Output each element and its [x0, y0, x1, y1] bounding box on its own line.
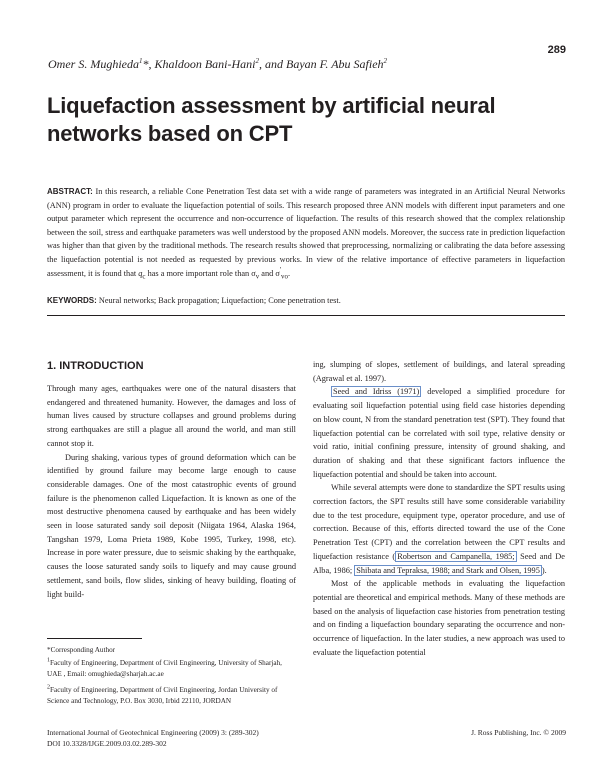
abstract	[47, 185, 565, 280]
citation-link[interactable]: Shibata and Tepraksa, 1988; and Stark and Olsen, 1995	[356, 565, 540, 575]
footnote-text: Faculty of Engineering, Department of Civil Engineering, Jordan University of Science and Technology, P.O. Box 3030, Irbid 22110, JORDAN	[47, 686, 278, 705]
paragraph: ing, slumping of slopes, settlement of buildings, and lateral spreading (Agrawal et al. 1997).	[313, 360, 565, 383]
author-2-affiliation: 2	[255, 57, 259, 65]
symbol-q: q	[138, 268, 143, 278]
citation-link[interactable]: Seed and Idriss (1971)	[333, 387, 420, 397]
author-1: Omer S. Mughieda	[48, 57, 139, 71]
symbol-sigma-prime: '	[279, 266, 282, 274]
keywords-label: KEYWORDS:	[47, 296, 97, 305]
author-separator: ,	[148, 57, 155, 71]
abstract-mid: has a more important role than σ	[145, 268, 256, 278]
doi: DOI 10.3328/IJGE.2009.03.02.289-302	[47, 739, 167, 748]
paragraph	[313, 385, 565, 481]
abstract-and: and σ	[259, 268, 280, 278]
symbol-q-sub: c	[142, 273, 146, 281]
paragraph-text: Seed and De Alba, 1986;	[313, 551, 565, 575]
symbol-sigma-sub: v	[255, 273, 260, 281]
paragraph: During shaking, various types of ground deformation which can be identified by ground failure may become large enough to cause considerable damages. One of the most catastrophic events of ground failure is the phenomenon called Liquefaction. It is known as one of the most destructive phenomena caused by earthquake and has been widely seen in loose saturated sandy soil deposit (Niigata 1964, Alaska 1964, Tangshan 1979, Loma Prieta 1989, Kobe 1995, Turkey, 1998, etc). Increase in pore water pressure, due to seismic shaking by the earthquake, causes the loose saturated sandy soils to liquefy and may cause ground settlement, sand boils, flow slides, sinking of heavy building, floating of light build-	[47, 452, 296, 599]
paper-title: Liquefaction assessment by artificial neural networks based on CPT	[47, 93, 496, 146]
journal-citation: International Journal of Geotechnical Engineering (2009) 3: (289-302)	[47, 728, 259, 737]
paragraph: Through many ages, earthquakes were one of the natural disasters that endangered and threatened humanity. However, the damages and loss of human lives caused by structure collapses and ground problems during strong earthquakes are still a plague all around the world, and man still cannot stop it.	[47, 384, 296, 448]
paragraph: Most of the applicable methods in evaluating the liquefaction potential are theoretical and empirical methods. Many of these methods are based on the analysis of liquefaction case histories from penetration testing and on finding a liquefaction boundary separating the occurrence and non-occurrence of liquefaction. In the later studies, a new approach was used to evaluate the liquefaction potential	[313, 579, 565, 657]
footnote-text: Faculty of Engineering, Department of Civil Engineering, University of Sharjah, UAE , Email: omughieda@sharjah.ac.ae	[47, 659, 282, 678]
author-2: Khaldoon Bani-Hani	[154, 57, 256, 71]
footnote-marker: 2	[47, 684, 50, 691]
paragraph	[313, 481, 565, 577]
author-1-affiliation: 1	[138, 57, 143, 65]
footer-citation	[47, 727, 259, 749]
keywords-text: Neural networks; Back propagation; Liquefaction; Cone penetration test.	[98, 296, 341, 305]
section-heading: 1. INTRODUCTION	[47, 360, 144, 372]
footnote-affiliation-1	[47, 658, 297, 680]
footnote-affiliation-2	[47, 685, 297, 707]
footnote-corresponding: *Corresponding Author	[47, 646, 116, 654]
paragraph-text: While several attempts were done to standardize the SPT results using correction factors, the SPT results still have some considerable variability due to the test procedure, equipment type, operator procedure, and use of correction. Because of this, efforts directed toward the use of the Cone Penetration Test (CPT) and the correlation between the CPT results and liquefaction resistance (	[313, 483, 565, 561]
column-right	[313, 358, 565, 659]
author-list	[48, 57, 568, 72]
publisher: J. Ross Publishing, Inc. © 2009	[471, 728, 566, 737]
author-3-affiliation: 2	[383, 57, 388, 65]
abstract-end: .	[287, 268, 291, 278]
column-left	[47, 358, 296, 601]
paragraph-text: developed a simplified procedure for evaluating soil liquefaction potential using field case histories depending on blow count, N from the standard penetration test (SPT). They found that liquefaction potential can be correlated with soil type, relative density or void ratio, initial confining pressure, intensity of ground shaking, and duration of shaking and that these significant factors influence the liquefaction potential and should be taken into account.	[313, 387, 565, 479]
keywords	[47, 294, 565, 307]
paragraph-text: ).	[541, 565, 547, 575]
citation-link[interactable]: Robertson and Campanella, 1985;	[397, 551, 515, 561]
divider	[47, 315, 565, 316]
symbol-sigma-vo: vo	[281, 273, 288, 281]
footnote-marker: 1	[47, 657, 50, 664]
abstract-text: In this research, a reliable Cone Penetration Test data set with a wide range of parameters was integrated in an Artificial Neural Networks (ANN) program in order to evaluate the liquefaction potential of soils. This research proposed three ANN models with different input parameters and one output parameter which represent the occurrence and non-occurrence of liquefaction. The results of this research showed that the complex relationship between the soil, stress and earthquake parameters was well understood by the proposed ANN models. Moreover, the success rate in prediction liquefaction was higher than that given by the traditional methods. The research results showed that preprocessing, normalizing or calibrating the data before assessing the liquefaction potential is not needed as requested by previous works. In view of the relative importance of effective parameters in liquefaction assessment, it is found that	[47, 187, 565, 278]
abstract-label: ABSTRACT:	[47, 187, 93, 196]
page-number: 289	[547, 44, 566, 56]
author-separator: , and	[258, 57, 286, 71]
footnote-divider	[47, 638, 142, 639]
author-3: Bayan F. Abu Safieh	[285, 57, 384, 71]
corresponding-mark: *	[142, 57, 149, 71]
